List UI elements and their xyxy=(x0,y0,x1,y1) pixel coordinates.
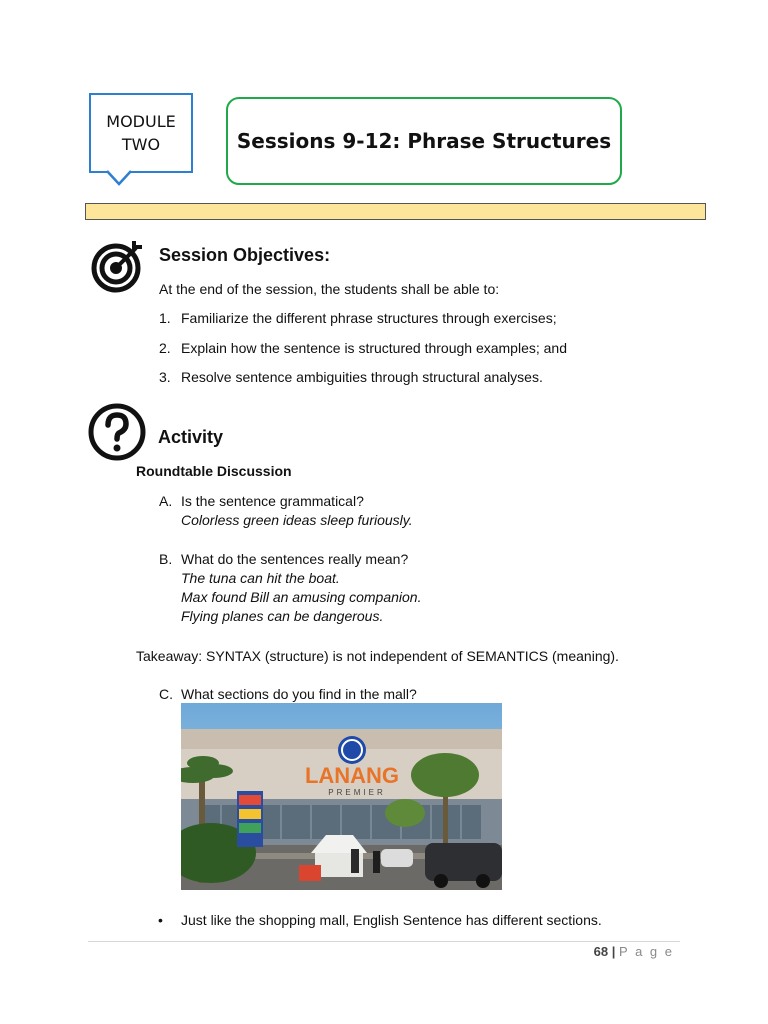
target-icon xyxy=(90,237,146,295)
objectives-heading: Session Objectives: xyxy=(159,245,331,265)
question-a: Is the sentence grammatical? xyxy=(181,493,364,509)
mall-photo xyxy=(181,703,502,890)
footer-divider xyxy=(88,941,680,942)
page-number xyxy=(594,944,674,959)
list-item-text: Explain how the sentence is structured through examples; and xyxy=(181,340,568,356)
example-sentence: Max found Bill an amusing companion. xyxy=(181,589,422,605)
activity-heading: Activity xyxy=(158,427,224,447)
page-separator: | xyxy=(611,944,616,959)
example-sentence: The tuna can hit the boat. xyxy=(181,570,340,586)
session-title-box xyxy=(226,97,622,185)
list-item-text: Resolve sentence ambiguities through structural analyses. xyxy=(181,369,543,385)
page-word: P a g e xyxy=(619,944,674,959)
item-letter-c: C. xyxy=(159,686,173,702)
item-letter-a: A. xyxy=(159,493,173,509)
list-item xyxy=(159,339,171,358)
callout-tail-icon xyxy=(107,170,131,186)
session-title: Sessions 9-12: Phrase Structures xyxy=(236,129,612,153)
list-number: 1. xyxy=(159,310,171,326)
objectives-intro: At the end of the session, the students shall be able to: xyxy=(159,281,500,297)
module-label-line1: MODULE xyxy=(106,112,176,131)
list-number: 2. xyxy=(159,340,171,356)
example-sentence: Colorless green ideas sleep furiously. xyxy=(181,512,413,528)
bullet-text: Just like the shopping mall, English Sentence has different sections. xyxy=(181,912,602,928)
list-item xyxy=(159,309,171,328)
list-item-text: Familiarize the different phrase structures through exercises; xyxy=(181,310,557,326)
question-c: What sections do you find in the mall? xyxy=(181,686,417,702)
bullet-dot: • xyxy=(158,912,163,928)
question-b: What do the sentences really mean? xyxy=(181,551,409,567)
activity-subheading: Roundtable Discussion xyxy=(136,463,292,479)
module-badge xyxy=(89,93,193,173)
highlight-bar xyxy=(85,203,706,220)
list-number: 3. xyxy=(159,369,171,385)
mall-sign-subtext: PREMIER xyxy=(328,788,386,797)
list-item xyxy=(159,368,171,387)
page-number-value: 68 xyxy=(593,944,609,959)
item-letter-b: B. xyxy=(159,551,173,567)
module-label-line2: TWO xyxy=(121,135,161,154)
question-mark-icon xyxy=(88,403,144,461)
example-sentence: Flying planes can be dangerous. xyxy=(181,608,384,624)
takeaway-text: Takeaway: SYNTAX (structure) is not independent of SEMANTICS (meaning). xyxy=(136,648,619,664)
mall-sign-text: LANANG xyxy=(304,763,400,788)
